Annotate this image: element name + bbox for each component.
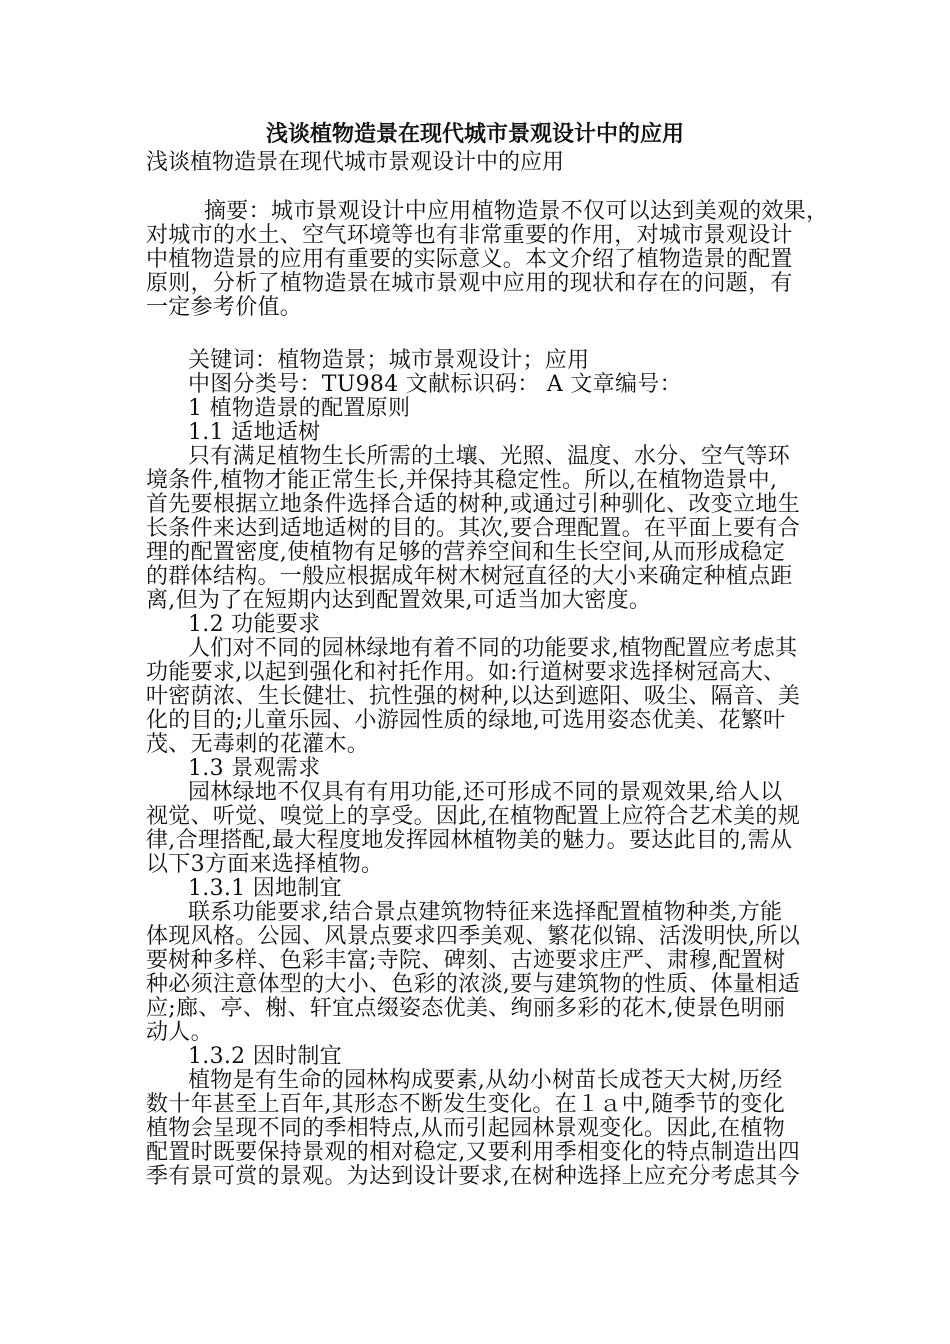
paragraph-line: 配置时既要保持景观的相对稳定,又要利用季相变化的特点制造出四 bbox=[146, 1140, 800, 1165]
section-heading: 1.2 功能要求 bbox=[188, 612, 321, 637]
paragraph-line: 动人。 bbox=[146, 1020, 213, 1045]
paragraph-line: 视觉、听觉、嗅觉上的享受。因此,在植物配置上应符合艺术美的规 bbox=[146, 804, 800, 829]
paragraph-line: 以下3方面来选择植物。 bbox=[146, 852, 384, 877]
section-heading: 1.3 景观需求 bbox=[188, 756, 321, 781]
paragraph-line: 应;廊、亭、榭、轩宜点缀姿态优美、绚丽多彩的花木,使景色明丽 bbox=[146, 996, 786, 1021]
paragraph-line: 长条件来达到适地适树的目的。其次,要合理配置。在平面上要有合 bbox=[146, 516, 800, 541]
abstract-line: 中植物造景的应用有重要的实际意义。本文介绍了植物造景的配置 bbox=[146, 247, 793, 272]
paragraph-line: 境条件,植物才能正常生长,并保持其稳定性。所以,在植物造景中, bbox=[146, 468, 778, 493]
abstract-line: 一定参考价值。 bbox=[146, 295, 303, 320]
section-heading: 1.1 适地适树 bbox=[188, 420, 321, 445]
section-heading: 1.3.2 因时制宜 bbox=[188, 1044, 342, 1069]
abstract-line: 原则，分析了植物造景在城市景观中应用的现状和存在的问题，有 bbox=[146, 271, 793, 296]
paragraph-line: 离,但为了在短期内达到配置效果,可适当加大密度。 bbox=[146, 588, 652, 613]
paragraph-line: 季有景可赏的景观。为达到设计要求,在树种选择上应充分考虑其今 bbox=[146, 1164, 800, 1189]
paragraph-line: 植物会呈现不同的季相特点,从而引起园林景观变化。因此,在植物 bbox=[146, 1116, 785, 1141]
abstract-line: 对城市的水土、空气环境等也有非常重要的作用，对城市景观设计 bbox=[146, 223, 793, 248]
paragraph-line: 联系功能要求,结合景点建筑物特征来选择配置植物种类,方能 bbox=[188, 900, 783, 925]
keywords: 关键词：植物造景；城市景观设计；应用 bbox=[188, 348, 590, 373]
paragraph-line: 的群体结构。一般应根据成年树木树冠直径的大小来确定种植点距 bbox=[146, 564, 793, 589]
section-heading: 1 植物造景的配置原则 bbox=[188, 396, 411, 421]
paragraph-line: 茂、无毒刺的花灌木。 bbox=[146, 732, 370, 757]
paragraph-line: 化的目的;儿童乐园、小游园性质的绿地,可选用姿态优美、花繁叶 bbox=[146, 708, 786, 733]
abstract bbox=[146, 199, 829, 320]
section-heading: 1.3.1 因地制宜 bbox=[188, 876, 342, 901]
paragraph-line: 首先要根据立地条件选择合适的树种,或通过引种驯化、改变立地生 bbox=[146, 492, 800, 517]
abstract-line: 摘要：城市景观设计中应用植物造景不仅可以达到美观的效果， bbox=[204, 199, 829, 224]
paragraph-line: 人们对不同的园林绿地有着不同的功能要求,植物配置应考虑其 bbox=[188, 636, 798, 661]
document-title: 浅谈植物造景在现代城市景观设计中的应用 bbox=[265, 122, 684, 147]
classification: 中图分类号：TU984 文献标识码： A 文章编号： bbox=[188, 372, 682, 397]
document-subtitle: 浅谈植物造景在现代城市景观设计中的应用 bbox=[146, 150, 565, 175]
body-text bbox=[146, 349, 806, 1189]
paragraph-line: 园林绿地不仅具有有用功能,还可形成不同的景观效果,给人以 bbox=[188, 780, 783, 805]
paragraph-line: 种必须注意体型的大小、色彩的浓淡,要与建筑物的性质、体量相适 bbox=[146, 972, 800, 997]
paragraph-line: 植物是有生命的园林构成要素,从幼小树苗长成苍天大树,历经 bbox=[188, 1068, 783, 1093]
paragraph-line: 功能要求,以起到强化和衬托作用。如:行道树要求选择树冠高大、 bbox=[146, 660, 786, 685]
paragraph-line: 律,合理搭配,最大程度地发挥园林植物美的魅力。要达此目的,需从 bbox=[146, 828, 793, 853]
paragraph-line: 要树种多样、色彩丰富;寺院、碑刻、古迹要求庄严、肃穆,配置树 bbox=[146, 948, 786, 973]
paragraph-line: 数十年甚至上百年,其形态不断发生变化。在１ａ中,随季节的变化 bbox=[146, 1092, 785, 1117]
paragraph-line: 只有满足植物生长所需的土壤、光照、温度、水分、空气等环 bbox=[188, 444, 791, 469]
paragraph-line: 体现风格。公园、风景点要求四季美观、繁花似锦、活泼明快,所以 bbox=[146, 924, 800, 949]
paragraph-line: 理的配置密度,使植物有足够的营养空间和生长空间,从而形成稳定 bbox=[146, 540, 785, 565]
paragraph-line: 叶密荫浓、生长健壮、抗性强的树种,以达到遮阳、吸尘、隔音、美 bbox=[146, 684, 800, 709]
